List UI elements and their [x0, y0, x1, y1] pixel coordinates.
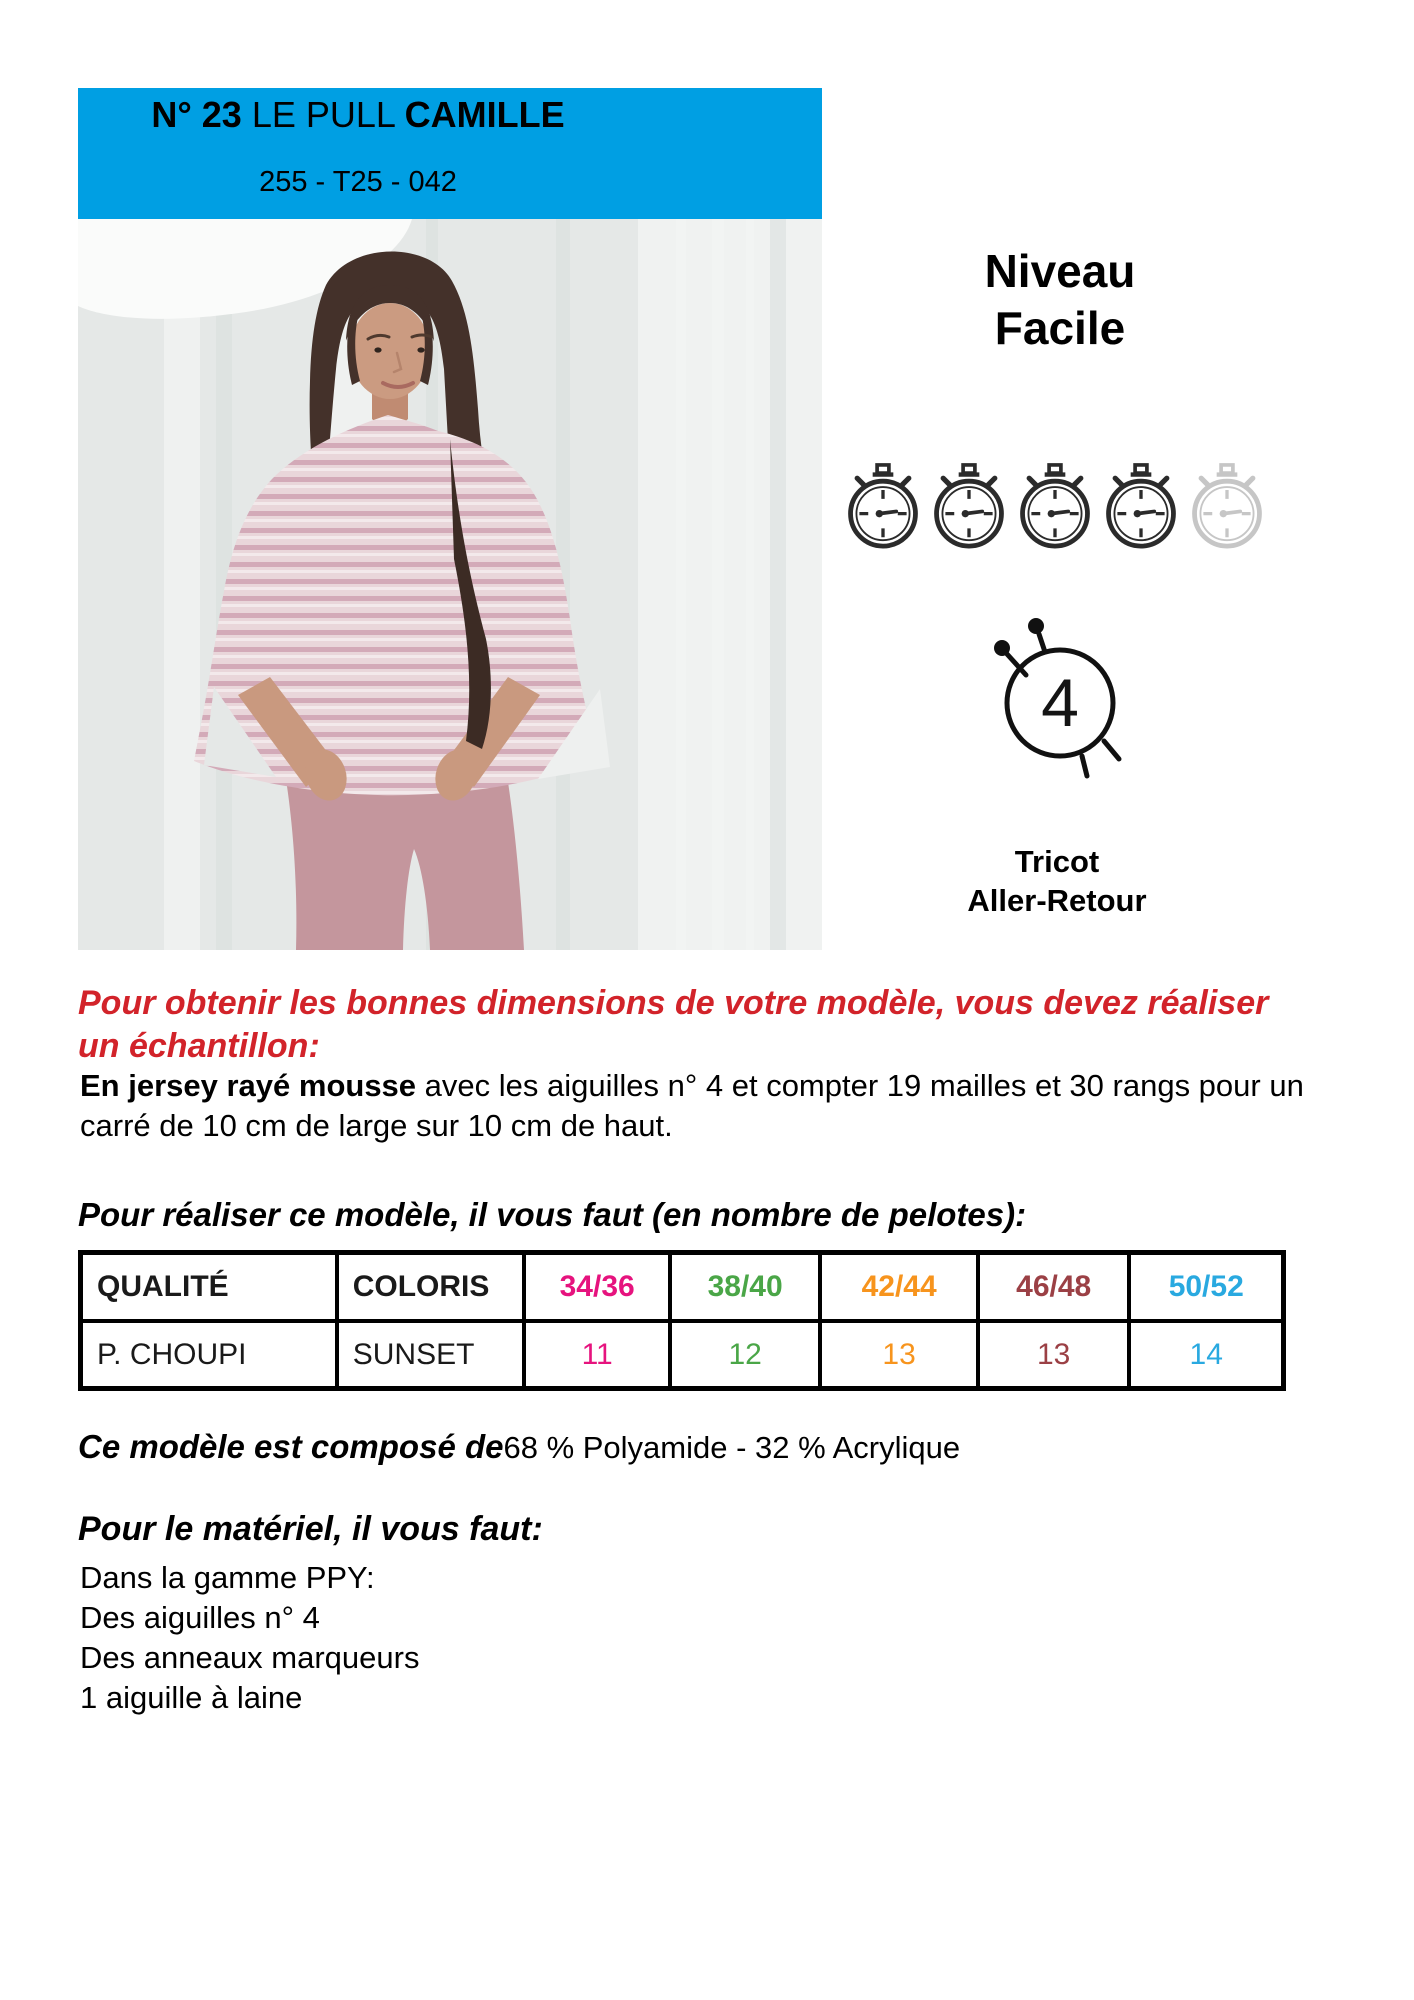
material-item: Des aiguilles n° 4 [80, 1600, 320, 1635]
cell-qty-46-48: 13 [978, 1321, 1130, 1389]
cell-qty-50-52: 14 [1129, 1321, 1283, 1389]
gauge-text [80, 1066, 1315, 1146]
col-size-50-52: 50/52 [1129, 1253, 1283, 1322]
col-size-46-48: 46/48 [978, 1253, 1130, 1322]
model-photo [78, 219, 822, 950]
composition-line [78, 1428, 1318, 1466]
composition-value: 68 % Polyamide - 32 % Acrylique [503, 1430, 961, 1465]
pattern-reference: 255 - T25 - 042 [259, 166, 457, 198]
stopwatch-filled-icon [1018, 462, 1092, 552]
col-size-38-40: 38/40 [670, 1253, 820, 1322]
table-data-row [81, 1321, 1284, 1389]
material-item: 1 aiguille à laine [80, 1680, 303, 1715]
difficulty-title-line1: Niveau [984, 245, 1136, 297]
header-band-inner [78, 88, 638, 199]
stopwatch-filled-icon [1104, 462, 1178, 552]
material-item: Des anneaux marqueurs [80, 1640, 420, 1675]
materials-heading: Pour le matériel, il vous faut: [78, 1510, 543, 1548]
pattern-title [78, 93, 638, 136]
model-photo-illustration [78, 219, 822, 950]
needle-size-badge [972, 608, 1142, 788]
col-coloris: COLORIS [337, 1253, 525, 1322]
composition-label: Ce modèle est composé de [78, 1428, 504, 1465]
pattern-name: CAMILLE [404, 94, 565, 135]
gauge-heading: Pour obtenir les bonnes dimensions de votre modèle, vous devez réaliser un échantillon: [78, 984, 1269, 1065]
materials-list [80, 1558, 980, 1718]
gauge-text-rest: avec les aiguilles n° 4 et compter 19 mailles et 30 rangs pour un carré de 10 cm de large sur 10 cm de haut. [80, 1068, 1304, 1143]
difficulty-title-line2: Facile [994, 302, 1126, 354]
cell-qty-38-40: 12 [670, 1321, 820, 1389]
col-size-42-44: 42/44 [820, 1253, 978, 1322]
gauge-text-bold: En jersey rayé mousse [80, 1068, 417, 1103]
header-band [78, 88, 822, 219]
difficulty-title [880, 243, 1240, 357]
cell-coloris: SUNSET [337, 1321, 525, 1389]
pelotes-heading: Pour réaliser ce modèle, il vous faut (en nombre de pelotes): [78, 1196, 1027, 1233]
pattern-number: N° 23 [151, 94, 242, 135]
needle-size-value: 4 [1041, 665, 1079, 741]
technique-label [932, 842, 1182, 920]
material-item: Dans la gamme PPY: [80, 1560, 375, 1595]
technique-line2: Aller-Retour [967, 883, 1147, 918]
cell-qty-42-44: 13 [820, 1321, 978, 1389]
table-header-row [81, 1253, 1284, 1322]
stopwatch-empty-icon [1190, 462, 1264, 552]
technique-line1: Tricot [1014, 844, 1100, 879]
pelotes-table [78, 1250, 1286, 1391]
pattern-title-mid: LE PULL [241, 94, 405, 135]
stopwatch-filled-icon [932, 462, 1006, 552]
stopwatch-filled-icon [846, 462, 920, 552]
difficulty-stopwatches [846, 462, 1276, 552]
cell-qty-34-36: 11 [524, 1321, 670, 1389]
yarn-ball-needles-icon [972, 608, 1142, 788]
cell-quality: P. CHOUPI [81, 1321, 337, 1389]
col-qualite: QUALITÉ [81, 1253, 337, 1322]
col-size-34-36: 34/36 [524, 1253, 670, 1322]
